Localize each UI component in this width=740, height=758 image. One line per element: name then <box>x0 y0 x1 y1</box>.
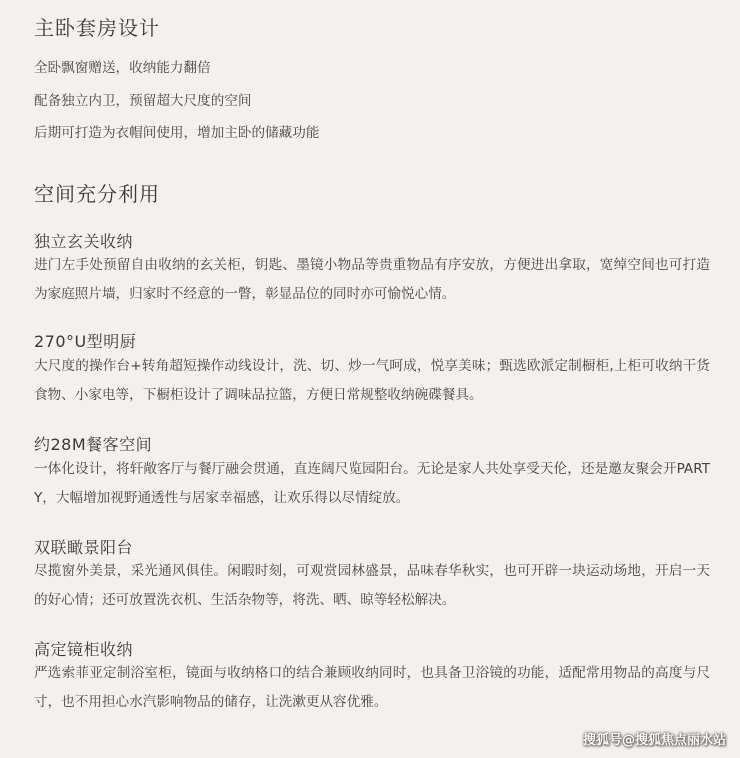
item-heading: 高定镜柜收纳 <box>34 640 134 659</box>
item-paragraph: 进门左手处预留自由收纳的玄关柜，钥匙、墨镜小物品等贵重物品有序安放，方便进出拿取，宽绰空间也可打造为家庭照片墙，归家时不经意的一瞥，彰显品位的同时亦可愉悦心情。 <box>34 257 710 302</box>
item-paragraph: 一体化设计，将轩敞客厅与餐厅融会贯通，直连阔尺览园阳台。无论是家人共处享受天伦，还是邀友聚会开PARTY，大幅增加视野通透性与居家幸福感，让欢乐得以尽情绽放。 <box>34 461 710 506</box>
feature-line: 全卧飘窗赠送，收纳能力翻倍 <box>34 60 211 76</box>
item-heading: 双联瞰景阳台 <box>34 538 134 557</box>
feature-line: 后期可打造为衣帽间使用，增加主卧的储藏功能 <box>34 125 320 141</box>
item-paragraph: 大尺度的操作台+转角超短操作动线设计，洗、切、炒一气呵成，悦享美味；甄选欧派定制橱柜,上柜可收纳干货食物、小家电等，下橱柜设计了调味品拉篮，方便日常规整收纳碗碟餐具。 <box>34 358 710 403</box>
section-title-master-suite: 主卧套房设计 <box>34 16 160 40</box>
item-paragraph: 尽揽窗外美景，采光通风俱佳。闲暇时刻，可观赏园林盛景，品味春华秋实，也可开辟一块运动场地，开启一天的好心情；还可放置洗衣机、生活杂物等，将洗、晒、晾等轻松解决。 <box>34 563 710 608</box>
section-title-space-usage: 空间充分利用 <box>34 182 160 206</box>
item-heading: 独立玄关收纳 <box>34 232 134 251</box>
feature-line: 配备独立内卫，预留超大尺度的空间 <box>34 93 252 109</box>
source-watermark: 搜狐号@搜狐焦点丽水站 <box>582 733 726 748</box>
item-paragraph: 严选索菲亚定制浴室柜，镜面与收纳格口的结合兼顾收纳同时，也具备卫浴镜的功能，适配常用物品的高度与尺寸，也不用担心水汽影响物品的储存，让洗漱更从容优雅。 <box>34 665 710 710</box>
item-heading: 约28M餐客空间 <box>34 435 153 454</box>
item-heading: 270°U型明厨 <box>34 332 137 351</box>
